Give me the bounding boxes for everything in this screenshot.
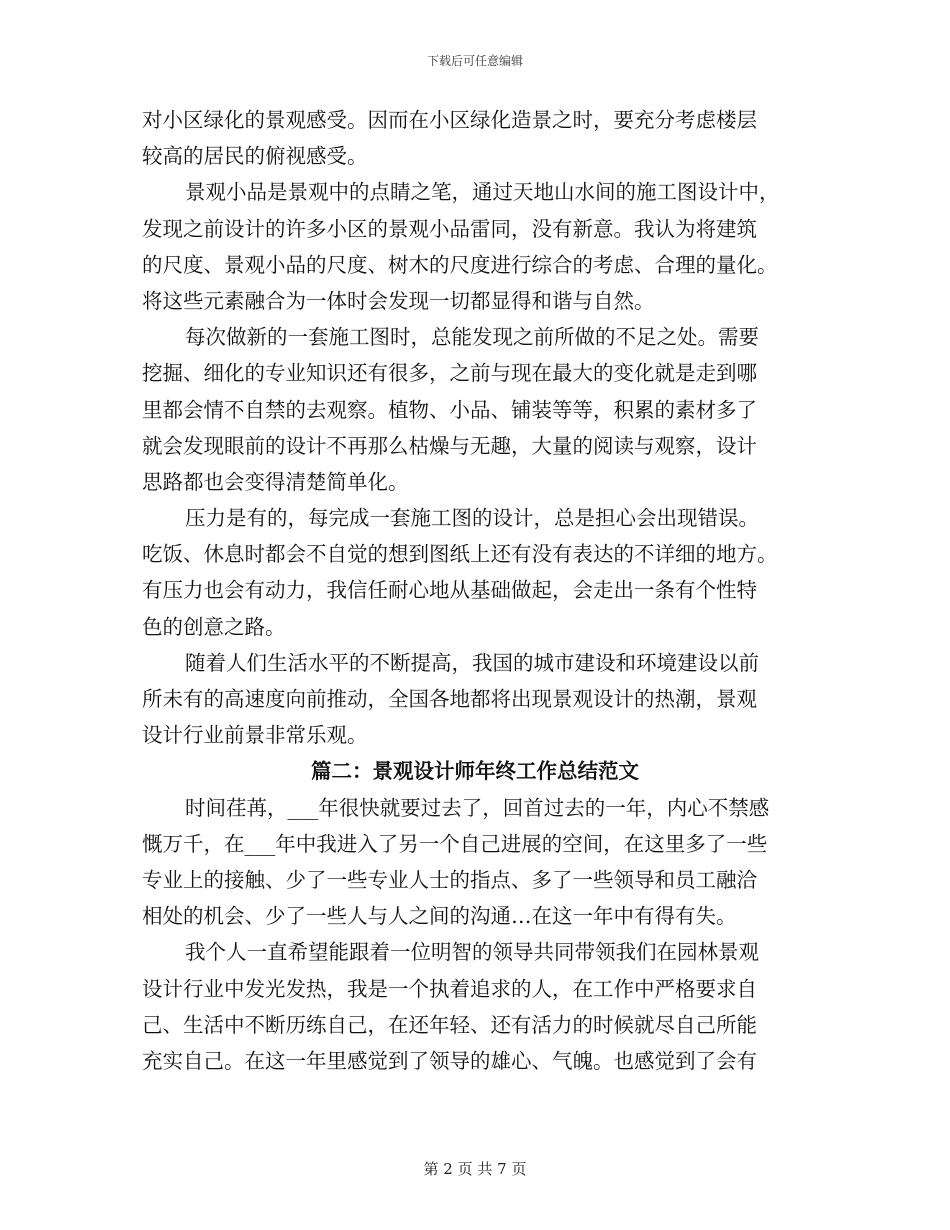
text-line: 挖掘、细化的专业知识还有很多，之前与现在最大的变化就是走到哪 [142,361,757,386]
text-line: 专业上的接触、少了一些专业人士的指点、多了一些领导和员工融洽 [142,867,757,892]
text-line: 随着人们生活水平的不断提高，我国的城市建设和环境建设以前 [185,650,759,675]
text-line: 所未有的高速度向前推动，全国各地都将出现景观设计的热潮，景观 [142,687,757,711]
header-note: 下载后可任意编辑 [426,54,523,68]
page-indicator: 第 2 页 共 7 页 [423,1160,527,1178]
text-line: 相处的机会、少了一些人与人之间的沟通…在这一年中有得有失。 [142,904,737,929]
text-line: 设计行业前景非常乐观。 [142,723,368,748]
text-line: 就会发现眼前的设计不再那么枯燥与无趣，大量的阅读与观察，设计 [142,433,757,458]
text-line: 我个人一直希望能跟着一位明智的领导共同带领我们在园林景观 [185,940,759,965]
text-line: 色的创意之路。 [142,614,286,639]
text-block-2 [142,790,808,1080]
text-line: 时间荏苒，___年很快就要过去了，回首过去的一年，内心不禁感 [185,795,770,820]
text-line: 里都会情不自禁的去观察。植物、小品、铺装等等，积累的素材多了 [142,397,757,422]
text-line: 压力是有的，每完成一套施工图的设计，总是担心会出现错误。 [185,506,759,531]
text-line: 较高的居民的俯视感受。 [142,144,368,169]
text-line: 吃饭、休息时都会不自觉的想到图纸上还有没有表达的不详细的地方。 [142,542,778,567]
text-line: 将这些元素融合为一体时会发现一切都显得和谐与自然。 [142,288,655,313]
text-line: 思路都也会变得清楚简单化。 [142,469,409,494]
text-line: 有压力也会有动力，我信任耐心地从基础做起，会走出一条有个性特 [142,578,757,603]
document-body [142,102,808,1079]
text-line: 设计行业中发光发热，我是一个执着追求的人，在工作中严格要求自 [142,976,757,1001]
text-line: 景观小品是景观中的点睛之笔，通过天地山水间的施工图设计中， [185,180,780,205]
section-title: 篇二：景观设计师年终工作总结范文 [311,759,639,784]
text-line: 每次做新的一套施工图时，总能发现之前所做的不足之处。需要 [185,325,759,350]
text-line: 对小区绿化的景观感受。因而在小区绿化造景之时，要充分考虑楼层 [142,108,757,132]
text-block-1 [142,102,808,753]
text-line: 慨万千，在___年中我进入了另一个自己进展的空间，在这里多了一些 [142,831,768,856]
text-line: 发现之前设计的许多小区的景观小品雷同，没有新意。我认为将建筑 [142,216,757,241]
text-line: 的尺度、景观小品的尺度、树木的尺度进行综合的考虑、合理的量化。 [142,252,778,277]
text-line: 己、生活中不断历练自己，在还年轻、还有活力的时候就尽自己所能 [142,1012,757,1037]
text-line: 充实自己。在这一年里感觉到了领导的雄心、气魄。也感觉到了会有 [142,1048,757,1073]
